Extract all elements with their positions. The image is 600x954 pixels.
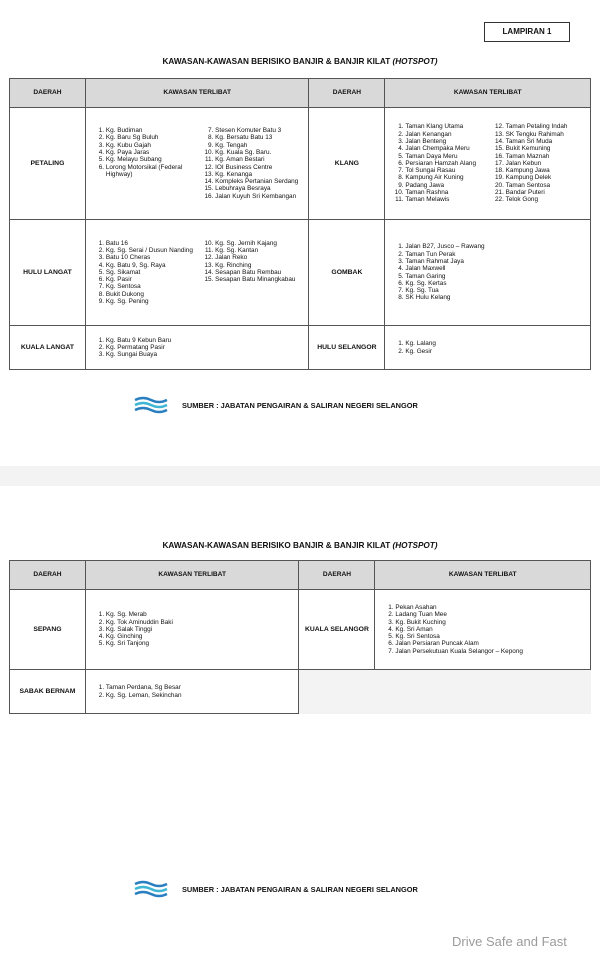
list-item: 5. Taman Garing [405,273,588,280]
list-item: 15. Lebuhraya Besraya [215,185,306,192]
list-item: 2. Kg. Gesir [405,348,588,355]
list-item: 2. Kg. Sg. Leman, Sekinchan [106,692,297,699]
table-row [10,590,591,670]
area-list [88,240,197,306]
lampiran-label: LAMPIRAN 1 [484,22,570,42]
list-item: 1. Taman Perdana, Sg Besar [106,684,297,691]
list-item: 13. Kg. Rinching [215,262,306,269]
list-item: 7. Tol Sungai Rasau [405,167,487,174]
list-item: 4. Jalan Maxwell [405,265,588,272]
list-item: 2. Ladang Tuan Mee [395,611,588,618]
list-item: 7. Stesen Komuter Batu 3 [215,127,306,134]
header-kawasan: KAWASAN TERLIBAT [375,561,591,590]
list-item: 1. Batu 16 [106,240,197,247]
table-row [10,220,591,326]
header-kawasan: KAWASAN TERLIBAT [85,79,309,108]
daerah-cell: HULU LANGAT [10,220,86,326]
list-item: 18. Kampung Jawa [506,167,588,174]
list-item: 2. Kg. Tok Aminuddin Baki [106,619,297,626]
list-item: 1. Jalan B27, Jusco – Rawang [405,243,588,250]
list-item: 19. Kampung Delek [506,174,588,181]
page2-title: KAWASAN-KAWASAN BERISIKO BANJIR & BANJIR KILAT (HOTSPOT) [162,541,438,550]
list-item: 10. Taman Rashna [405,189,487,196]
list-item: 9. Kg. Tengah [215,142,306,149]
kawasan-cell [85,108,309,220]
list-item: 17. Jalan Kebun [506,160,588,167]
header-daerah: DAERAH [10,79,86,108]
daerah-cell: KLANG [309,108,385,220]
list-item: 6. Lorong Motorsikal (Federal Highway) [106,164,197,179]
area-list [387,340,588,355]
list-item: 3. Kg. Salak Tinggi [106,626,297,633]
list-item: 12. Jalan Reko [215,254,306,261]
list-item: 2. Jalan Kenangan [405,131,487,138]
kawasan-cell [385,108,591,220]
list-item: 6. Persiaran Hamzah Alang [405,160,487,167]
list-item: 5. Kg. Sri Sentosa [395,633,588,640]
list-item: 3. Jalan Benteng [405,138,487,145]
source-credit: SUMBER : JABATAN PENGAIRAN & SALIRAN NEGERI SELANGOR [134,880,418,898]
header-daerah: DAERAH [299,561,375,590]
area-list [387,123,487,203]
header-daerah: DAERAH [10,561,86,590]
list-item: 3. Taman Rahmat Jaya [405,258,588,265]
jps-logo-icon [134,880,168,898]
kawasan-cell [85,590,299,670]
list-item: 15. Sesapan Batu Minangkabau [215,276,306,283]
area-list [488,123,588,203]
kawasan-cell [85,220,309,326]
daerah-cell: SABAK BERNAM [10,670,86,714]
list-item: 3. Kg. Kubu Gajah [106,142,197,149]
daerah-cell: GOMBAK [309,220,385,326]
list-item: 1. Kg. Budiman [106,127,197,134]
list-item: 6. Kg. Sg. Kertas [405,280,588,287]
header-kawasan: KAWASAN TERLIBAT [385,79,591,108]
list-item: 2. Kg. Permatang Pasir [106,344,307,351]
list-item: 21. Bandar Puteri [506,189,588,196]
page1-title: KAWASAN-KAWASAN BERISIKO BANJIR & BANJIR KILAT (HOTSPOT) [162,57,438,66]
list-item: 1. Kg. Lalang [405,340,588,347]
list-item: 1. Taman Klang Utama [405,123,487,130]
list-item: 12. Taman Petaling Indah [506,123,588,130]
list-item: 8. Kampung Air Kuning [405,174,487,181]
jps-logo-icon [134,396,168,414]
list-item: 20. Taman Sentosa [506,182,588,189]
list-item: 16. Jalan Kuyuh Sri Kembangan [215,193,306,200]
kawasan-cell [85,326,309,370]
table-row [10,326,591,370]
kawasan-cell [85,670,299,714]
list-item: 2. Kg. Baru Sg Buluh [106,134,197,141]
area-list [377,604,588,655]
list-item: 9. Kg. Sg. Pening [106,298,197,305]
list-item: 9. Padang Jawa [405,182,487,189]
area-list [88,337,307,359]
list-item: 11. Taman Melawis [405,196,487,203]
list-item: 2. Taman Tun Perak [405,251,588,258]
empty-cell [375,670,591,714]
list-item: 16. Taman Maznah [506,153,588,160]
source-credit: SUMBER : JABATAN PENGAIRAN & SALIRAN NEGERI SELANGOR [134,396,418,414]
list-item: 4. Kg. Sri Aman [395,626,588,633]
list-item: 3. Batu 10 Cheras [106,254,197,261]
area-list [197,240,306,284]
empty-cell [299,670,375,714]
list-item: 8. Bukit Dukong [106,291,197,298]
daerah-cell: SEPANG [10,590,86,670]
daerah-cell: KUALA SELANGOR [299,590,375,670]
list-item: 6. Kg. Pasir [106,276,197,283]
area-list [88,611,297,647]
hotspot-table-2 [9,560,591,714]
list-item: 2. Kg. Sg. Serai / Dusun Nanding [106,247,197,254]
hotspot-table-1 [9,78,591,370]
list-item: 5. Kg. Melayu Subang [106,156,197,163]
list-item: 11. Kg. Aman Bestari [215,156,306,163]
list-item: 1. Pekan Asahan [395,604,588,611]
list-item: 1. Kg. Sg. Merab [106,611,297,618]
list-item: 10. Kg. Kuala Sg. Baru. [215,149,306,156]
daerah-cell: KUALA LANGAT [10,326,86,370]
kawasan-cell [375,590,591,670]
list-item: 3. Kg. Sungai Buaya [106,351,307,358]
watermark: Drive Safe and Fast [452,934,567,949]
list-item: 7. Kg. Sentosa [106,283,197,290]
list-item: 3. Kg. Bukit Kuching [395,619,588,626]
list-item: 5. Taman Daya Meru [405,153,487,160]
list-item: 14. Taman Sri Muda [506,138,588,145]
list-item: 13. Kg. Kenanga [215,171,306,178]
list-item: 4. Kg. Batu 9, Sg. Raya [106,262,197,269]
list-item: 15. Bukit Kemuning [506,145,588,152]
table-row [10,670,591,714]
document-page-2 [0,486,600,954]
list-item: 5. Kg. Sri Tanjong [106,640,297,647]
list-item: 7. Kg. Sg. Tua [405,287,588,294]
list-item: 4. Kg. Paya Jaras [106,149,197,156]
daerah-cell: PETALING [10,108,86,220]
list-item: 10. Kg. Sg. Jernih Kajang [215,240,306,247]
list-item: 13. SK Tengku Rahimah [506,131,588,138]
kawasan-cell [385,220,591,326]
area-list [387,243,588,301]
list-item: 14. Kompleks Pertanian Serdang [215,178,306,185]
list-item: 4. Jalan Chempaka Meru [405,145,487,152]
list-item: 8. Kg. Bersatu Batu 13 [215,134,306,141]
list-item: 4. Kg. Ginching [106,633,297,640]
list-item: 6. Jalan Persiaran Puncak Alam [395,640,588,647]
list-item: 5. Sg. Sikamat [106,269,197,276]
list-item: 1. Kg. Batu 9 Kebun Baru [106,337,307,344]
list-item: 11. Kg. Sg. Kantan [215,247,306,254]
table-header-row [10,561,591,590]
kawasan-cell [385,326,591,370]
area-list [197,127,306,200]
area-list [88,684,297,699]
header-daerah: DAERAH [309,79,385,108]
header-kawasan: KAWASAN TERLIBAT [85,561,299,590]
area-list [88,127,197,178]
list-item: 22. Telok Gong [506,196,588,203]
list-item: 14. Sesapan Batu Rembau [215,269,306,276]
table-header-row [10,79,591,108]
table-row [10,108,591,220]
list-item: 7. Jalan Persekutuan Kuala Selangor – Kepong [395,648,588,655]
list-item: 8. SK Hulu Kelang [405,294,588,301]
daerah-cell: HULU SELANGOR [309,326,385,370]
list-item: 12. IOI Business Centre [215,164,306,171]
document-page-1 [0,0,600,466]
